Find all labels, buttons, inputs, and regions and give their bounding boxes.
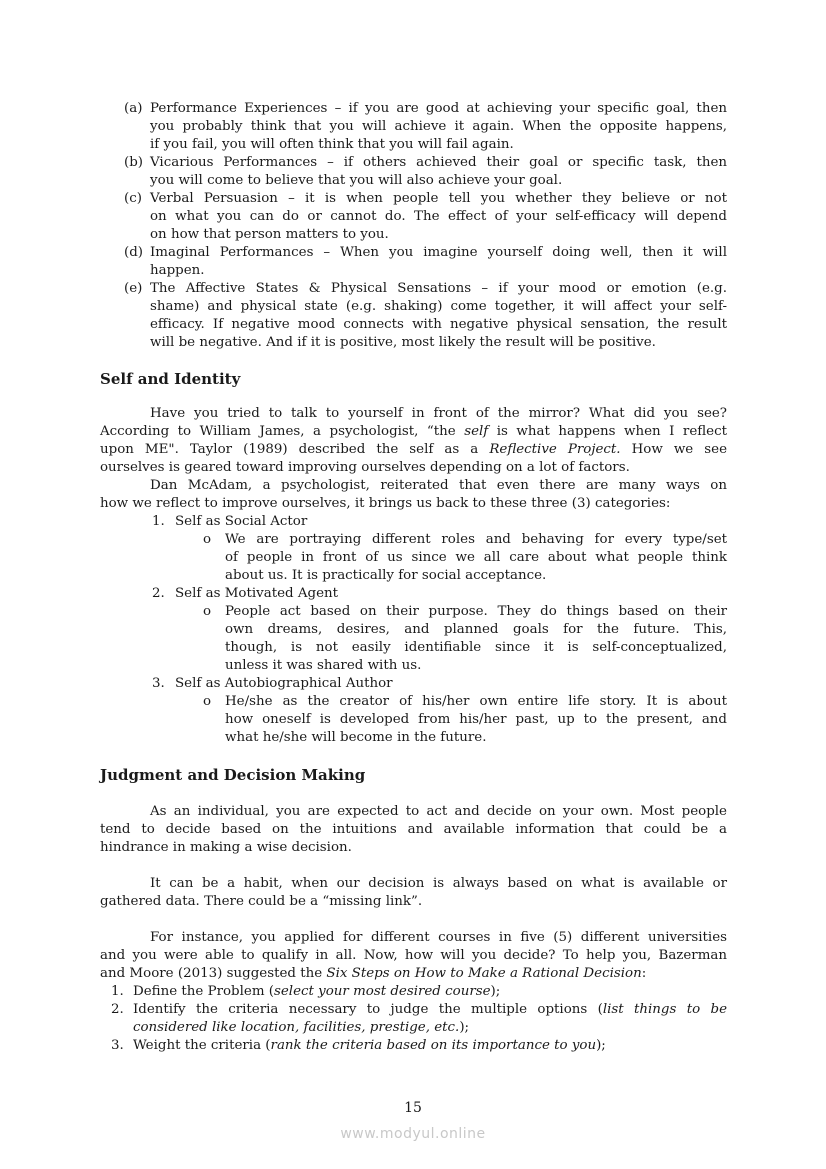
text: Define the Problem ( bbox=[133, 984, 275, 999]
text: how oneself is developed from his/her past, up to the present, and bbox=[225, 712, 727, 727]
paragraph-line bbox=[100, 459, 727, 477]
text: ourselves is geared toward improving ourselves depending on a lot of factors. bbox=[100, 460, 630, 475]
text: what he/she will become in the future. bbox=[225, 730, 487, 745]
text: gathered data. There could be a “missing link”. bbox=[100, 894, 423, 909]
efficacy-item-line bbox=[150, 172, 727, 190]
paragraph-line bbox=[100, 947, 727, 965]
text: Verbal Persuasion – it is when people tell you whether they believe or not bbox=[150, 191, 727, 206]
text: on how that person matters to you. bbox=[150, 227, 389, 242]
text: It can be a habit, when our decision is always based on what is available or bbox=[150, 876, 727, 891]
text: if you fail, you will often think that you will fail again. bbox=[150, 137, 514, 152]
text: hindrance in making a wise decision. bbox=[100, 840, 352, 855]
paragraph-line bbox=[150, 875, 727, 893]
efficacy-item-line bbox=[150, 208, 727, 226]
category-description-line bbox=[225, 531, 727, 549]
heading-self-and-identity: Self and Identity bbox=[100, 370, 241, 388]
category-description-line bbox=[225, 657, 727, 675]
text: unless it was shared with us. bbox=[225, 658, 422, 673]
italic-text: considered like location, facilities, prestige, etc. bbox=[133, 1020, 460, 1035]
list-item-label: (e) bbox=[124, 281, 143, 296]
bullet-icon: o bbox=[203, 694, 212, 709]
category-title-line bbox=[175, 513, 727, 531]
text: happen. bbox=[150, 263, 205, 278]
text: He/she as the creator of his/her own entire life story. It is about bbox=[225, 694, 727, 709]
italic-text: rank the criteria based on its importance to you bbox=[270, 1038, 597, 1053]
text: Imaginal Performances – When you imagine yourself doing well, then it will bbox=[150, 245, 727, 260]
paragraph-line bbox=[100, 821, 727, 839]
text: How we see bbox=[620, 442, 727, 457]
text: on what you can do or cannot do. The effect of your self-efficacy will depend bbox=[150, 209, 727, 224]
paragraph-line bbox=[150, 477, 727, 495]
text: : bbox=[641, 966, 647, 981]
step-line bbox=[133, 1037, 727, 1055]
text: Self as Autobiographical Author bbox=[175, 676, 393, 691]
text: though, is not easily identifiable since it is self-conceptualized, bbox=[225, 640, 727, 655]
efficacy-item-line bbox=[150, 316, 727, 334]
efficacy-item-line bbox=[150, 244, 727, 262]
category-number: 2. bbox=[152, 586, 165, 601]
page-number: 15 bbox=[404, 1100, 422, 1116]
category-title-line bbox=[175, 585, 727, 603]
list-item-label: (a) bbox=[124, 101, 143, 116]
efficacy-item-line bbox=[150, 154, 727, 172]
italic-text: select your most desired course bbox=[274, 984, 491, 999]
efficacy-item-line bbox=[150, 262, 727, 280]
text: Performance Experiences – if you are good at achieving your specific goal, then bbox=[150, 101, 727, 116]
text: For instance, you applied for different courses in five (5) different universities bbox=[150, 930, 727, 945]
text: and Moore (2013) suggested the bbox=[100, 966, 327, 981]
paragraph-line bbox=[150, 405, 727, 423]
text: Have you tried to talk to yourself in front of the mirror? What did you see? bbox=[150, 406, 727, 421]
text: Self as Motivated Agent bbox=[175, 586, 338, 601]
text: Identify the criteria necessary to judge the multiple options ( bbox=[133, 1002, 603, 1017]
text: Weight the criteria ( bbox=[133, 1038, 271, 1053]
text: Vicarious Performances – if others achieved their goal or specific task, then bbox=[150, 155, 727, 170]
efficacy-item-line bbox=[150, 226, 727, 244]
paragraph-line bbox=[100, 441, 727, 459]
text: will be negative. And if it is positive, most likely the result will be positive. bbox=[150, 335, 656, 350]
italic-text: Reflective Project. bbox=[489, 442, 621, 457]
efficacy-item-line bbox=[150, 334, 727, 352]
category-title-line bbox=[175, 675, 727, 693]
step-line bbox=[133, 1019, 727, 1037]
efficacy-item-line bbox=[150, 136, 727, 154]
paragraph-line bbox=[150, 803, 727, 821]
bullet-icon: o bbox=[203, 532, 212, 547]
category-description-line bbox=[225, 639, 727, 657]
text: and you were able to qualify in all. Now, how will you decide? To help you, Bazerman bbox=[100, 948, 727, 963]
paragraph-line bbox=[100, 423, 727, 441]
text: upon ME". Taylor (1989) described the self as a bbox=[100, 442, 490, 457]
efficacy-item-line bbox=[150, 100, 727, 118]
heading-judgment-decision-making: Judgment and Decision Making bbox=[100, 766, 366, 784]
text: efficacy. If negative mood connects with negative physical sensation, the result bbox=[150, 317, 727, 332]
text: is what happens when I reflect bbox=[488, 424, 727, 439]
watermark: www.modyul.online bbox=[340, 1126, 486, 1142]
paragraph-line bbox=[100, 495, 727, 513]
text: We are portraying different roles and behaving for every type/set bbox=[225, 532, 727, 547]
category-description-line bbox=[225, 693, 727, 711]
text: own dreams, desires, and planned goals for the future. This, bbox=[225, 622, 727, 637]
text: ); bbox=[596, 1038, 606, 1053]
category-description-line bbox=[225, 729, 727, 747]
text: shame) and physical state (e.g. shaking) come together, it will affect your self- bbox=[150, 299, 727, 314]
paragraph-line bbox=[100, 893, 727, 911]
bullet-icon: o bbox=[203, 604, 212, 619]
text: The Affective States & Physical Sensations – if your mood or emotion (e.g. bbox=[150, 281, 727, 296]
list-item-label: (b) bbox=[124, 155, 144, 170]
text: how we reflect to improve ourselves, it brings us back to these three (3) categories: bbox=[100, 496, 671, 511]
text: tend to decide based on the intuitions and available information that could be a bbox=[100, 822, 727, 837]
step-line bbox=[133, 1001, 727, 1019]
paragraph-line bbox=[100, 965, 727, 983]
italic-text: list things to be bbox=[602, 1002, 728, 1017]
step-line bbox=[133, 983, 727, 1001]
category-number: 1. bbox=[152, 514, 165, 529]
list-item-label: (c) bbox=[124, 191, 142, 206]
text: about us. It is practically for social acceptance. bbox=[225, 568, 547, 583]
text: According to William James, a psychologist, “the bbox=[100, 424, 465, 439]
italic-text: Six Steps on How to Make a Rational Decision bbox=[326, 966, 642, 981]
efficacy-item-line bbox=[150, 298, 727, 316]
category-description-line bbox=[225, 567, 727, 585]
efficacy-item-line bbox=[150, 280, 727, 298]
step-number: 3. bbox=[111, 1038, 124, 1053]
category-description-line bbox=[225, 711, 727, 729]
text: Dan McAdam, a psychologist, reiterated that even there are many ways on bbox=[150, 478, 727, 493]
text: People act based on their purpose. They do things based on their bbox=[225, 604, 727, 619]
category-description-line bbox=[225, 603, 727, 621]
step-number: 2. bbox=[111, 1002, 124, 1017]
text: ); bbox=[459, 1020, 470, 1035]
category-description-line bbox=[225, 621, 727, 639]
paragraph-line bbox=[100, 839, 727, 857]
text: of people in front of us since we all care about what people think bbox=[225, 550, 727, 565]
text: you will come to believe that you will also achieve your goal. bbox=[150, 173, 563, 188]
text: ); bbox=[490, 984, 501, 999]
italic-text: self bbox=[464, 424, 489, 439]
step-number: 1. bbox=[111, 984, 124, 999]
category-number: 3. bbox=[152, 676, 165, 691]
paragraph-line bbox=[150, 929, 727, 947]
text: As an individual, you are expected to act and decide on your own. Most people bbox=[150, 804, 727, 819]
efficacy-item-line bbox=[150, 190, 727, 208]
list-item-label: (d) bbox=[124, 245, 144, 260]
text: you probably think that you will achieve it again. When the opposite happens, bbox=[150, 119, 727, 134]
text: Self as Social Actor bbox=[175, 514, 308, 529]
category-description-line bbox=[225, 549, 727, 567]
efficacy-item-line bbox=[150, 118, 727, 136]
